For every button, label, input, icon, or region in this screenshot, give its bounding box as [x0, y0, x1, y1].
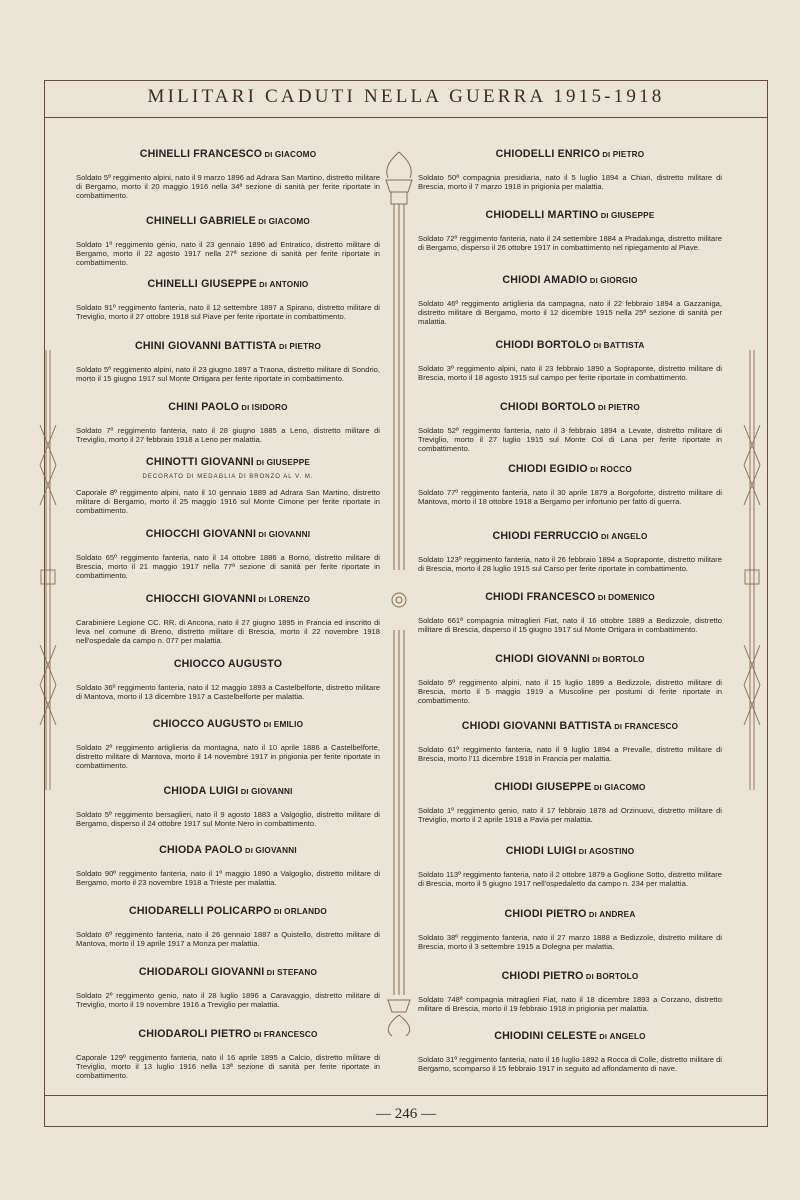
record-text: Soldato 748ª compagnia mitraglieri Fiat, nato il 18 dicembre 1893 a Corzano, distretto militare di Brescia, morto il 19 febbraio 1918 in prigionia per malattia.	[418, 995, 722, 1013]
record-text: Soldato 72º reggimento fanteria, nato il 24 settembre 1884 a Pradalunga, distretto militare di Bergamo, disperso il 26 ottobre 1917 in combattimento nel ripiegamento al Piave.	[418, 234, 722, 252]
father-prefix: DI	[589, 655, 603, 664]
record-name	[418, 720, 722, 732]
soldier-name: CHIOCCO AUGUSTO	[152, 718, 262, 730]
father-name: GIACOMO	[268, 217, 310, 226]
father-prefix: DI	[596, 1032, 610, 1041]
record-text: Soldato 1º reggimento genio, nato il 17 febbraio 1878 ad Orzinuovi, distretto militare di Treviglio, morto il 2 aprile 1918 a Pavia per malattia.	[418, 806, 722, 824]
record-text: Soldato 5º reggimento alpini, nato il 15 luglio 1899 a Bedizzole, distretto militare di Brescia, morto il 5 maggio 1919 a Muscoline per postumi di ferite riportate in combattimento.	[418, 678, 722, 705]
record-entry	[418, 463, 722, 506]
record-name	[418, 781, 722, 793]
record-name	[76, 148, 380, 160]
record-name	[76, 785, 380, 797]
father-prefix: DI	[264, 968, 277, 977]
record-text: Soldato 6º reggimento fanteria, nato il 26 gennaio 1887 a Quistello, distretto militare di Mantova, morto il 19 aprile 1917 a Monza per malattia.	[76, 930, 380, 948]
soldier-name: CHINI GIOVANNI BATTISTA	[134, 340, 277, 352]
center-column-ornament	[380, 140, 418, 1040]
record-entry	[418, 209, 722, 252]
page-title: MILITARI CADUTI NELLA GUERRA 1915-1918	[147, 86, 665, 107]
soldier-name: CHINOTTI GIOVANNI	[145, 456, 254, 468]
father-prefix: DI	[595, 403, 609, 412]
soldier-name: CHINELLI GIUSEPPE	[147, 278, 257, 290]
father-name: GIOVANNI	[255, 846, 297, 855]
record-text: Soldato 31º reggimento fanteria, nato il 16 luglio 1892 a Rocca di Colle, distretto militare di Bergamo, scomparso il 15 febbraio 1917 in seguito ad affondamento di nave.	[418, 1055, 722, 1073]
record-name	[76, 278, 380, 290]
record-entry	[76, 905, 380, 948]
record-text: Caporale 8º reggimento alpini, nato il 10 gennaio 1889 ad Adrara San Martino, distretto militare di Bergamo, morto il 25 maggio 1916 sul Monte Cimone per ferite riportate in combattimento.	[76, 488, 380, 515]
record-name	[418, 530, 722, 542]
soldier-name: CHIODI PIETRO	[501, 970, 584, 982]
soldier-name: CHIODELLI MARTINO	[485, 209, 599, 221]
record-text: Soldato 123º reggimento fanteria, nato il 26 febbraio 1894 a Sopraponte, distretto militare di Brescia, morto il 28 luglio 1915 sul Carso per ferite riportate in combattimento.	[418, 555, 722, 573]
record-entry	[76, 658, 380, 701]
record-name	[76, 844, 380, 856]
record-text: Soldato 7º reggimento fanteria, nato il 28 giugno 1885 a Leno, distretto militare di Treviglio, morto il 27 febbraio 1918 a Leno per malattia.	[76, 426, 380, 444]
soldier-name: CHIOCCHI GIOVANNI	[145, 593, 257, 605]
father-name: FRANCESCO	[624, 722, 679, 731]
record-text: Soldato 50ª compagnia presidiaria, nato il 5 luglio 1894 a Chiari, distretto militare di Brescia, morto il 7 marzo 1918 in prigionia per malattia.	[418, 173, 722, 191]
record-name	[76, 528, 380, 540]
record-name	[418, 463, 722, 475]
father-name: PIETRO	[612, 150, 645, 159]
soldier-name: CHIODI BORTOLO	[495, 339, 592, 351]
soldier-name: CHIODAROLI PIETRO	[138, 1028, 252, 1040]
soldier-name: CHIODARELLI POLICARPO	[129, 905, 272, 917]
father-prefix: DI	[591, 341, 604, 350]
record-name	[76, 215, 380, 227]
record-entry	[418, 781, 722, 824]
father-prefix: DI	[576, 847, 589, 856]
father-prefix: DI	[583, 972, 597, 981]
record-name	[76, 905, 380, 917]
father-prefix: DI	[595, 593, 609, 602]
left-side-ornament	[38, 345, 58, 795]
father-name: ANGELO	[609, 1032, 646, 1041]
record-name	[76, 718, 380, 730]
record-name	[418, 339, 722, 351]
father-name: GIACOMO	[274, 150, 317, 159]
father-prefix: DI	[239, 403, 252, 412]
record-entry	[418, 530, 722, 573]
record-text: Soldato 1º reggimento genio, nato il 23 gennaio 1896 ad Entratico, distretto militare di Bergamo, morto il 22 agosto 1917 nella 27ª sezione di sanità per ferite riportate in combattimento.	[76, 240, 380, 267]
father-prefix: DI	[586, 910, 600, 919]
record-entry	[418, 401, 722, 453]
record-entry	[418, 845, 722, 888]
record-name	[418, 653, 722, 665]
father-prefix: DI	[238, 787, 252, 796]
father-name: ISIDORO	[251, 403, 288, 412]
soldier-name: CHIODI LUIGI	[505, 845, 577, 857]
soldier-name: CHIODELLI ENRICO	[495, 148, 601, 160]
record-text: Soldato 61º reggimento fanteria, nato il 9 luglio 1894 a Prevalle, distretto militare di Brescia, morto l'11 dicembre 1918 in Francia per malattia.	[418, 745, 722, 763]
father-prefix: DI	[598, 211, 612, 220]
record-entry	[418, 339, 722, 382]
father-name: BATTISTA	[603, 341, 645, 350]
father-name: GIACOMO	[604, 783, 646, 792]
father-prefix: DI	[271, 907, 285, 916]
record-text: Soldato 38º reggimento fanteria, nato il 27 marzo 1888 a Bedizzole, distretto militare di Brescia, morto il 3 settembre 1915 a Dolegna per malattia.	[418, 933, 722, 951]
record-text: Soldato 3º reggimento alpini, nato il 23 febbraio 1890 a Sopraponte, distretto militare di Brescia, morto il 18 agosto 1915 sul campo per ferite riportate in combattimento.	[418, 364, 722, 382]
record-name	[76, 593, 380, 605]
soldier-name: CHIODA PAOLO	[159, 844, 243, 856]
father-name: BORTOLO	[602, 655, 645, 664]
father-name: GIOVANNI	[251, 787, 293, 796]
father-prefix: DI	[251, 1030, 264, 1039]
record-entry	[76, 1028, 380, 1080]
record-name	[418, 845, 722, 857]
father-prefix: DI	[256, 595, 269, 604]
soldier-name: CHIOCCHI GIOVANNI	[145, 528, 257, 540]
father-name: ORLANDO	[284, 907, 327, 916]
record-name	[76, 966, 380, 978]
record-entry	[418, 274, 722, 326]
father-prefix: DI	[276, 342, 290, 351]
father-name: ANTONIO	[269, 280, 309, 289]
record-name	[76, 401, 380, 413]
record-text: Soldato 46º reggimento artiglieria da campagna, nato il 22 febbraio 1894 a Gazzaniga, distretto militare di Bergamo, morto il 12 dicembre 1915 nella 25ª sezione di sanità per malattia.	[418, 299, 722, 326]
record-entry	[76, 278, 380, 321]
record-entry	[76, 456, 380, 515]
record-text: Soldato 90º reggimento fanteria, nato il 1º maggio 1890 a Valgoglio, distretto militare di Bergamo, morto il 23 novembre 1918 a Trieste per malattia.	[76, 869, 380, 887]
page-number: — 246 —	[376, 1106, 436, 1122]
record-entry	[418, 908, 722, 951]
record-text: Soldato 5º reggimento alpini, nato il 23 giugno 1897 a Traona, distretto militare di Sondrio, morto il 15 giugno 1917 sul Monte Ortigara per ferite riportate in combattimento.	[76, 365, 380, 383]
record-entry	[76, 528, 380, 580]
record-name	[418, 209, 722, 221]
record-text: Soldato 65º reggimento fanteria, nato il 14 ottobre 1886 a Borno, distretto militare di Brescia, morto il 21 maggio 1917 nella 77ª sezione di sanità per ferite riportate in combattimento.	[76, 553, 380, 580]
footer-rule	[44, 1095, 768, 1096]
record-entry	[76, 593, 380, 645]
record-entry	[418, 970, 722, 1013]
soldier-name: CHINI PAOLO	[168, 401, 240, 413]
record-text: Soldato 91º reggimento fanteria, nato il 12 settembre 1897 a Spirano, distretto militare di Treviglio, morto il 27 ottobre 1918 sul Piave per ferite riportate in combattimento.	[76, 303, 380, 321]
record-entry	[418, 720, 722, 763]
father-name: DOMENICO	[608, 593, 655, 602]
soldier-name: CHIODI PIETRO	[504, 908, 587, 920]
father-name: GIUSEPPE	[266, 458, 311, 467]
record-name	[76, 1028, 380, 1040]
decoration-note: DECORATO DI MEDAGLIA DI BRONZO AL V. M.	[142, 474, 314, 480]
soldier-name: CHIODI GIUSEPPE	[494, 781, 592, 793]
father-prefix: DI	[600, 150, 613, 159]
record-entry	[76, 785, 380, 828]
soldier-name: CHIODI AMADIO	[502, 274, 588, 286]
record-text: Soldato 52º reggimento fanteria, nato il 3 febbraio 1894 a Levate, distretto militare di Treviglio, morto il 27 luglio 1915 sul Monte Col di Lana per ferite riportate in combattimento.	[418, 426, 722, 453]
record-entry	[76, 401, 380, 444]
father-name: BORTOLO	[596, 972, 639, 981]
father-prefix: DI	[611, 722, 625, 731]
father-name: ROCCO	[600, 465, 632, 474]
soldier-name: CHIODI GIOVANNI BATTISTA	[461, 720, 612, 732]
father-name: ANDREA	[599, 910, 636, 919]
father-name: GIORGIO	[600, 276, 638, 285]
record-text: Carabiniere Legione CC. RR. di Ancona, nato il 27 giugno 1895 in Francia ed inscritto di leva nel comune di Breno, distretto militare di Brescia, morto il 22 novembre 1918 nell'ospedale da campo n. 077 per malattia.	[76, 618, 380, 645]
soldier-name: CHIODI GIOVANNI	[495, 653, 590, 665]
record-text: Soldato 77º reggimento fanteria, nato il 30 aprile 1879 a Borgoforte, distretto militare di Mantova, morto il 18 ottobre 1918 a Bergamo per infortunio per fatto di guerra.	[418, 488, 722, 506]
father-prefix: DI	[255, 217, 269, 226]
father-prefix: DI	[262, 150, 275, 159]
soldier-name: CHIODI EGIDIO	[508, 463, 588, 475]
record-name	[418, 970, 722, 982]
record-entry	[418, 653, 722, 705]
record-text: Soldato 113º reggimento fanteria, nato il 2 ottobre 1879 a Goglione Sotto, distretto militare di Brescia, morto il 5 giugno 1917 nell'ospedaletto da campo n. 234 per malattia.	[418, 870, 722, 888]
record-entry	[76, 966, 380, 1009]
record-name	[418, 401, 722, 413]
record-text: Soldato 2º reggimento genio, nato il 28 luglio 1896 a Caravaggio, distretto militare di Treviglio, morto il 19 novembre 1916 a Treviglio per malattia.	[76, 991, 380, 1009]
record-entry	[418, 1030, 722, 1073]
record-name	[418, 1030, 722, 1042]
father-name: GIOVANNI	[268, 530, 311, 539]
record-entry	[76, 340, 380, 383]
header-rule	[44, 117, 768, 118]
soldier-name: CHIODI FRANCESCO	[485, 591, 596, 603]
father-prefix: DI	[256, 280, 270, 289]
record-entry	[76, 718, 380, 770]
record-name	[418, 908, 722, 920]
father-prefix: DI	[261, 720, 274, 729]
soldier-name: CHINELLI GABRIELE	[146, 215, 256, 227]
record-name	[76, 658, 380, 670]
soldier-name: CHIODA LUIGI	[163, 785, 239, 797]
record-entry	[76, 215, 380, 267]
record-name	[76, 340, 380, 352]
record-entry	[76, 148, 380, 200]
father-prefix: DI	[587, 276, 601, 285]
record-text: Soldato 661ª compagnia mitraglieri Fiat, nato il 16 ottobre 1889 a Bedizzole, distretto militare di Brescia, disperso il 15 giugno 1917 sul Monte Ortigara in combattimento.	[418, 616, 722, 634]
soldier-name: CHIOCCO AUGUSTO	[173, 658, 283, 670]
right-side-ornament	[742, 345, 762, 795]
father-name: FRANCESCO	[263, 1030, 318, 1039]
father-prefix: DI	[253, 458, 267, 467]
record-text: Soldato 5º reggimento bersaglieri, nato il 9 agosto 1883 a Valgoglio, distretto militare di Bergamo, disperso il 24 ottobre 1917 sul Monte Nero in combattimento.	[76, 810, 380, 828]
soldier-name: CHINELLI FRANCESCO	[139, 148, 263, 160]
soldier-name: CHIODINI CELESTE	[494, 1030, 597, 1042]
record-entry	[418, 148, 722, 191]
father-name: GIUSEPPE	[611, 211, 655, 220]
soldier-name: CHIODI BORTOLO	[500, 401, 596, 413]
father-name: PIETRO	[608, 403, 640, 412]
record-entry	[418, 591, 722, 634]
father-name: LORENZO	[268, 595, 311, 604]
father-prefix: DI	[591, 783, 605, 792]
record-text: Caporale 129º reggimento fanteria, nato il 16 aprile 1895 a Calcio, distretto militare di Treviglio, morto il 13 luglio 1916 nella 13ª sezione di sanità per ferite riportate in combattimento.	[76, 1053, 380, 1080]
father-name: PIETRO	[289, 342, 322, 351]
record-name	[418, 591, 722, 603]
record-name	[418, 148, 722, 160]
father-prefix: DI	[598, 532, 612, 541]
father-prefix: DI	[587, 465, 601, 474]
father-name: EMILIO	[273, 720, 304, 729]
father-name: AGOSTINO	[589, 847, 635, 856]
record-name	[418, 274, 722, 286]
father-name: ANGELO	[611, 532, 648, 541]
soldier-name: CHIODAROLI GIOVANNI	[138, 966, 265, 978]
record-text: Soldato 36º reggimento fanteria, nato il 12 maggio 1893 a Castelbelforte, distretto militare di Mantova, morto il 13 dicembre 1917 a Castelbelforte per malattia.	[76, 683, 380, 701]
father-prefix: DI	[242, 846, 256, 855]
record-name	[76, 456, 380, 468]
record-text: Soldato 2º reggimento artiglieria da montagna, nato il 10 aprile 1886 a Castelbelforte, distretto militare di Mantova, morto il 14 novembre 1917 in prigionia per ferite riportate in combattimento.	[76, 743, 380, 770]
record-text: Soldato 5º reggimento alpini, nato il 9 marzo 1896 ad Adrara San Martino, distretto militare di Bergamo, morto il 20 maggio 1916 nella 34ª sezione di sanità per ferite riportate in combattimento.	[76, 173, 380, 200]
father-name: STEFANO	[276, 968, 318, 977]
father-prefix: DI	[256, 530, 269, 539]
record-entry	[76, 844, 380, 887]
soldier-name: CHIODI FERRUCCIO	[492, 530, 599, 542]
